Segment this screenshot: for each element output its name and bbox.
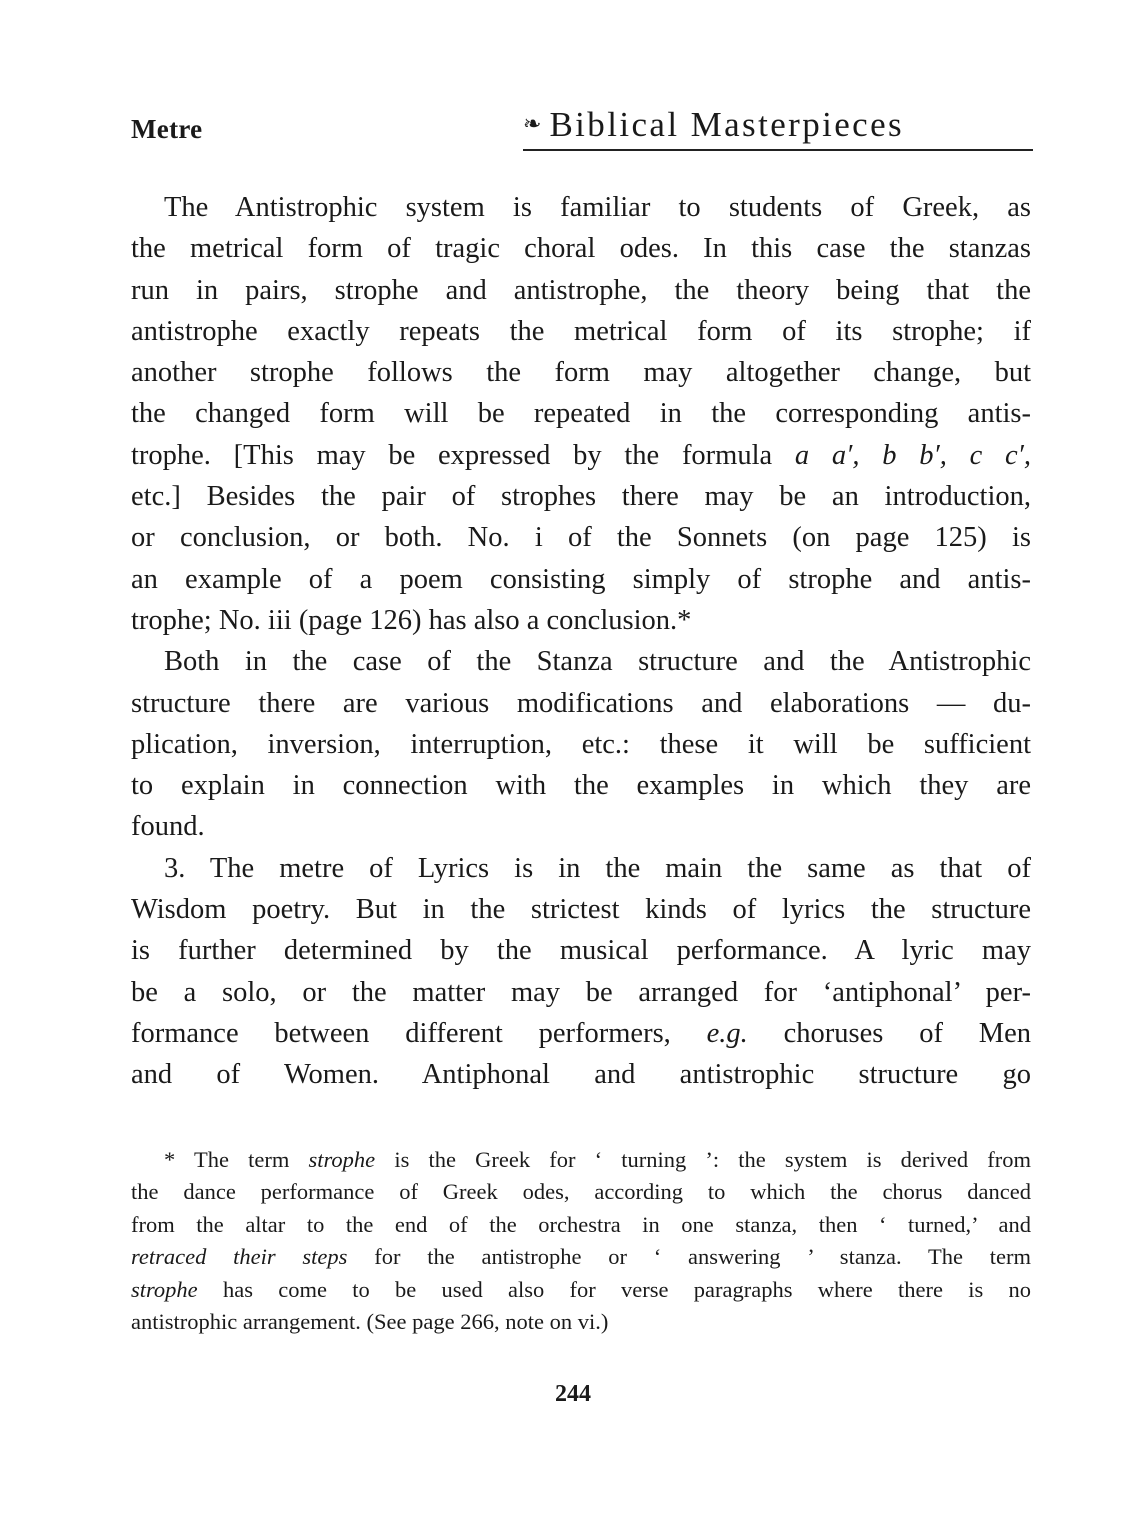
- running-head-title: Biblical Masterpieces: [549, 105, 905, 144]
- text-line: Both in the case of the Stanza structure and the Antistrophic: [164, 646, 1031, 678]
- running-head-title-block: [523, 105, 1033, 151]
- text-line: The Antistrophic system is familiar to students of Greek, as: [164, 192, 1031, 223]
- footnote-line: antistrophic arrangement. (See page 266, note on vi.): [131, 1309, 609, 1335]
- text-line: Wisdom poetry. But in the strictest kinds of lyrics the structure: [131, 894, 1031, 926]
- footnote-line: from the altar to the end of the orchestra in one stanza, then ‘ turned,’ and: [131, 1211, 1031, 1237]
- footnote: [131, 1144, 1031, 1338]
- text-line: or conclusion, or both. No. i of the Sonnets (on page 125) is: [131, 522, 1031, 554]
- text-segment: choruses of Men: [783, 1017, 1032, 1049]
- body-text: [131, 187, 1031, 1096]
- text-line: and of Women. Antiphonal and antistrophic structure go: [131, 1059, 1031, 1091]
- text-line: the metrical form of tragic choral odes. In this case the stanzas: [131, 233, 1031, 265]
- fleuron-ornament-icon: ❧: [523, 111, 542, 136]
- text-line: structure there are various modifications and elaborations — du-: [131, 687, 1031, 719]
- text-segment: has come to be used also for verse paragraphs where there is no: [222, 1276, 1032, 1302]
- text-line-eg: [131, 1013, 1031, 1054]
- text-line: plication, inversion, interruption, etc.: these it will be sufficient: [131, 728, 1031, 760]
- italic-term: strophe: [308, 1147, 376, 1172]
- text-segment: trophe. [This may be expressed by the formula: [131, 439, 773, 471]
- text-line: found.: [131, 811, 205, 843]
- text-line: another strophe follows the form may altogether change, but: [131, 357, 1031, 389]
- italic-phrase: retraced their steps: [131, 1244, 348, 1270]
- footnote-line: [131, 1274, 1031, 1306]
- text-line: to explain in connection with the examples in which they are: [131, 770, 1031, 802]
- text-line: etc.] Besides the pair of strophes there may be an introduction,: [131, 481, 1031, 513]
- text-line: the changed form will be repeated in the corresponding antis-: [131, 398, 1031, 430]
- footnote-line: [131, 1241, 1031, 1273]
- text-line: an example of a poem consisting simply of strophe and antis-: [131, 563, 1031, 595]
- formula: a a′, b b′, c c′,: [794, 439, 1032, 471]
- italic-term: strophe: [131, 1276, 198, 1302]
- text-line: antistrophe exactly repeats the metrical form of its strophe; if: [131, 315, 1031, 347]
- text-segment: * The term: [164, 1147, 290, 1172]
- text-segment: formance between different performers,: [131, 1017, 671, 1049]
- text-line: trophe; No. iii (page 126) has also a conclusion.*: [131, 604, 692, 636]
- text-line: is further determined by the musical performance. A lyric may: [131, 935, 1031, 967]
- text-line: be a solo, or the matter may be arranged for ‘antiphonal’ per-: [131, 976, 1031, 1008]
- page-number: 244: [555, 1381, 591, 1407]
- text-segment: for the antistrophe or ‘ answering ’ stanza. The term: [374, 1244, 1031, 1270]
- text-line: 3. The metre of Lyrics is in the main the same as that of: [164, 852, 1031, 884]
- footnote-line: [131, 1144, 1031, 1176]
- text-segment: is the Greek for ‘ turning ’: the system is derived from: [394, 1147, 1032, 1172]
- text-line: run in pairs, strophe and antistrophe, the theory being that the: [131, 274, 1031, 306]
- running-head-section: Metre: [131, 114, 203, 144]
- eg-abbrev: e.g.: [706, 1017, 748, 1049]
- text-line-formula: [131, 435, 1031, 476]
- footnote-line: the dance performance of Greek odes, according to which the chorus danced: [131, 1179, 1031, 1205]
